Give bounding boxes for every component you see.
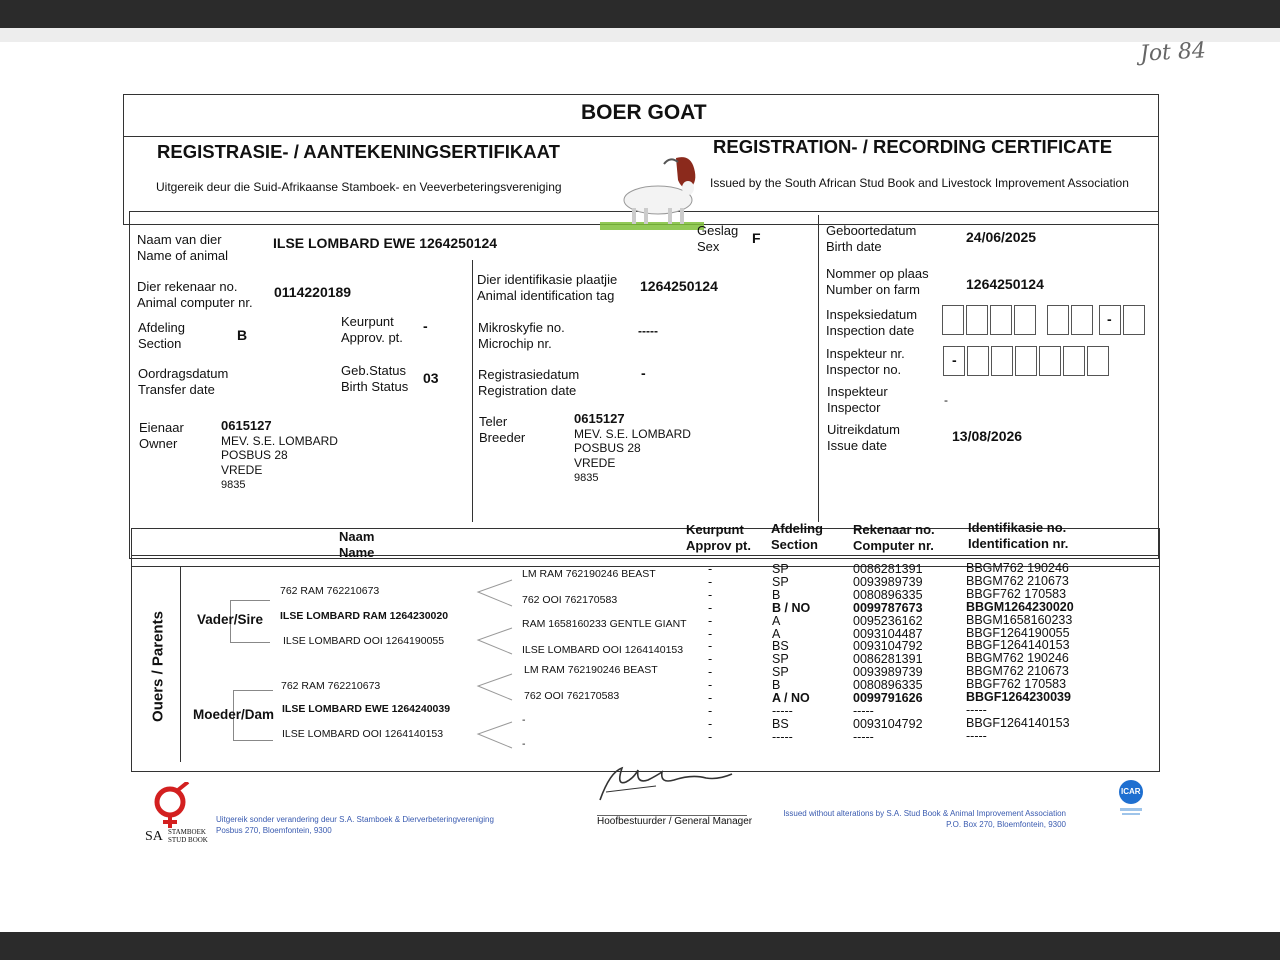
registration-date-value: -	[641, 365, 646, 381]
sire-name: ILSE LOMBARD RAM 1264230020	[280, 610, 449, 622]
sire-bracket-bottom	[230, 642, 270, 643]
name-label: Naam van dier Name of animal	[137, 232, 229, 263]
scanner-bottom-band	[0, 932, 1280, 960]
certificate-body-frame	[129, 211, 1159, 559]
body-divider-right	[818, 215, 819, 522]
sa-logo-text: SA	[145, 829, 163, 844]
inspector-value: -	[944, 393, 948, 407]
microchip-value: -----	[638, 324, 658, 338]
title-afrikaans: REGISTRASIE- / AANTEKENINGSERTIFIKAAT	[157, 141, 560, 162]
birth-status-label: Geb.Status Birth Status	[341, 363, 409, 394]
sa-logo-subtext: STAMBOEK STUD BOOK	[168, 828, 208, 844]
inspection-date-box	[942, 305, 964, 335]
microchip-label: Mikroskyfie no. Microchip nr.	[478, 320, 565, 351]
breed-title: BOER GOAT	[581, 101, 707, 124]
section-label: Afdeling Section	[138, 320, 185, 351]
handwritten-lot-note: Jot 84	[1139, 38, 1207, 67]
approv-column: - - - - - - - - - - - - - -	[708, 562, 713, 744]
pedigree-chevron-icon	[474, 672, 514, 702]
section-column: SP SP B B / NO A A BS SP SP B A / NO ----- BS -----	[772, 562, 811, 744]
inspector-nr-box	[1039, 346, 1061, 376]
farm-nr-label: Nommer op plaas Number on farm	[826, 266, 929, 297]
icar-logo-text: ICAR	[1121, 787, 1141, 796]
inspection-date-box	[1047, 305, 1069, 335]
issuer-english: Issued by the South African Stud Book and Livestock Improvement Association	[710, 176, 1129, 190]
transfer-label: Oordragsdatum Transfer date	[138, 366, 229, 397]
ggp-name: LM RAM 762190246 BEAST	[524, 664, 658, 676]
sire-label: Vader/Sire	[197, 612, 264, 627]
inspection-date-box	[1071, 305, 1093, 335]
computer-label: Dier rekenaar no. Animal computer nr.	[137, 279, 253, 310]
sire-sire-name: 762 RAM 762210673	[280, 585, 380, 597]
manager-signature-icon	[596, 762, 736, 804]
owner-label: Eienaar Owner	[139, 420, 184, 451]
inspector-nr-box	[1063, 346, 1085, 376]
inspector-nr-box	[1015, 346, 1037, 376]
ggp-name: LM RAM 762190246 BEAST	[522, 568, 656, 580]
birth-date-label: Geboortedatum Birth date	[826, 223, 917, 254]
pedigree-header-ident: Identifikasie no. Identification nr.	[968, 520, 1069, 551]
sa-studbook-logo-icon	[150, 782, 192, 830]
issue-date-value: 13/08/2026	[952, 428, 1023, 444]
inspector-nr-box	[1087, 346, 1109, 376]
ggp-name: -	[522, 738, 526, 750]
issuer-afrikaans: Uitgereik deur die Suid-Afrikaanse Stamboek- en Veeverbeteringsvereniging	[156, 180, 562, 194]
animal-name: ILSE LOMBARD EWE 1264250124	[273, 235, 498, 251]
body-divider-left	[472, 260, 473, 522]
inspector-nr-label: Inspekteur nr. Inspector no.	[826, 346, 905, 377]
tag-label: Dier identifikasie plaatjie Animal identification tag	[477, 272, 618, 303]
dam-name: ILSE LOMBARD EWE 1264240039	[282, 703, 451, 715]
ggp-name: 762 OOI 762170583	[522, 594, 618, 606]
dam-sire-name: 762 RAM 762210673	[281, 680, 381, 692]
pedigree-header-name: Naam Name	[339, 529, 375, 560]
inspection-date-box	[990, 305, 1012, 335]
pedigree-side-divider	[180, 566, 181, 762]
sex-label: Geslag Sex	[697, 223, 739, 254]
pedigree-chevron-icon	[474, 578, 514, 608]
inspector-nr-box	[967, 346, 989, 376]
icar-logo-icon	[1116, 778, 1146, 818]
sex-value: F	[752, 230, 761, 246]
computer-nr-value: 0114220189	[274, 284, 352, 300]
issue-date-label: Uitreikdatum Issue date	[827, 422, 900, 453]
dam-dam-name: ILSE LOMBARD OOI 1264140153	[282, 728, 444, 740]
computer-column: 0086281391 0093989739 0080896335 0099787673 0095236162 0093104487 0093104792 0086281391 0093989739 0080896335 0099791626 ----- 0093104792 -----	[853, 562, 923, 744]
inspection-date-box	[966, 305, 988, 335]
ggp-name: -	[522, 714, 526, 726]
birth-status-value: 03	[423, 370, 439, 386]
owner-address: 0615127 MEV. S.E. LOMBARD POSBUS 28 VREDE 9835	[221, 418, 338, 491]
inspection-date-box	[1014, 305, 1036, 335]
scanner-top-band	[0, 0, 1280, 28]
ggp-name: 762 OOI 762170583	[524, 690, 620, 702]
inspection-date-label: Inspeksiedatum Inspection date	[826, 307, 918, 338]
approv-value: -	[423, 318, 428, 334]
inspection-date-box	[1123, 305, 1145, 335]
dam-bracket-top	[233, 690, 273, 691]
inspection-date-separator: -	[1107, 311, 1112, 327]
footer-note-english: Issued without alterations by S.A. Stud Book & Animal Improvement Association P.O. Box 270, Bloemfontein, 9300	[783, 809, 1066, 829]
inspector-label: Inspekteur Inspector	[827, 384, 888, 415]
ggp-name: ILSE LOMBARD OOI 1264140153	[522, 644, 684, 656]
ident-column: BBGM762 190246 BBGM762 210673 BBGF762 170583 BBGM1264230020 BBGM1658160233 BBGF1264190055 BBGF1264140153 BBGM762 190246 BBGM762 210673 BBGF762 170583 BBGF1264230039 ----- BBGF1264140153 -----	[966, 561, 1074, 743]
farm-nr-value: 1264250124	[966, 276, 1044, 292]
pedigree-chevron-icon	[474, 720, 514, 750]
pedigree-header-section: Afdeling Section	[771, 521, 823, 552]
boer-goat-emblem-icon	[598, 150, 706, 234]
dam-label: Moeder/Dam	[193, 707, 275, 722]
dam-bracket-bottom	[233, 740, 273, 741]
breeder-address: 0615127 MEV. S.E. LOMBARD POSBUS 28 VREDE 9835	[574, 411, 691, 484]
tag-value: 1264250124	[640, 278, 718, 294]
section-value: B	[237, 327, 248, 343]
sire-dam-name: ILSE LOMBARD OOI 1264190055	[283, 635, 445, 647]
ggp-name: RAM 1658160233 GENTLE GIANT	[522, 618, 687, 630]
pedigree-chevron-icon	[474, 626, 514, 656]
approv-label: Keurpunt Approv. pt.	[341, 314, 403, 345]
birth-date-value: 24/06/2025	[966, 229, 1037, 245]
inspector-nr-box	[991, 346, 1013, 376]
footer-note-afrikaans: Uitgereik sonder verandering deur S.A. Stamboek & Dierverbeteringvereniging Posbus 270, Bloemfontein, 9300	[216, 815, 494, 835]
registration-date-label: Registrasiedatum Registration date	[478, 367, 580, 398]
pedigree-header-divider	[132, 555, 1159, 556]
title-english: REGISTRATION- / RECORDING CERTIFICATE	[713, 136, 1113, 157]
pedigree-header-approv: Keurpunt Approv pt.	[686, 522, 751, 553]
signature-title: Hoofbestuurder / General Manager	[597, 816, 753, 827]
inspector-nr-separator: -	[952, 352, 957, 368]
sire-bracket-top	[230, 600, 270, 601]
breeder-label: Teler Breeder	[479, 414, 526, 445]
pedigree-header-computer: Rekenaar no. Computer nr.	[853, 522, 935, 553]
paper-edge	[0, 28, 1280, 42]
parents-side-label: Ouers / Parents	[149, 611, 167, 722]
